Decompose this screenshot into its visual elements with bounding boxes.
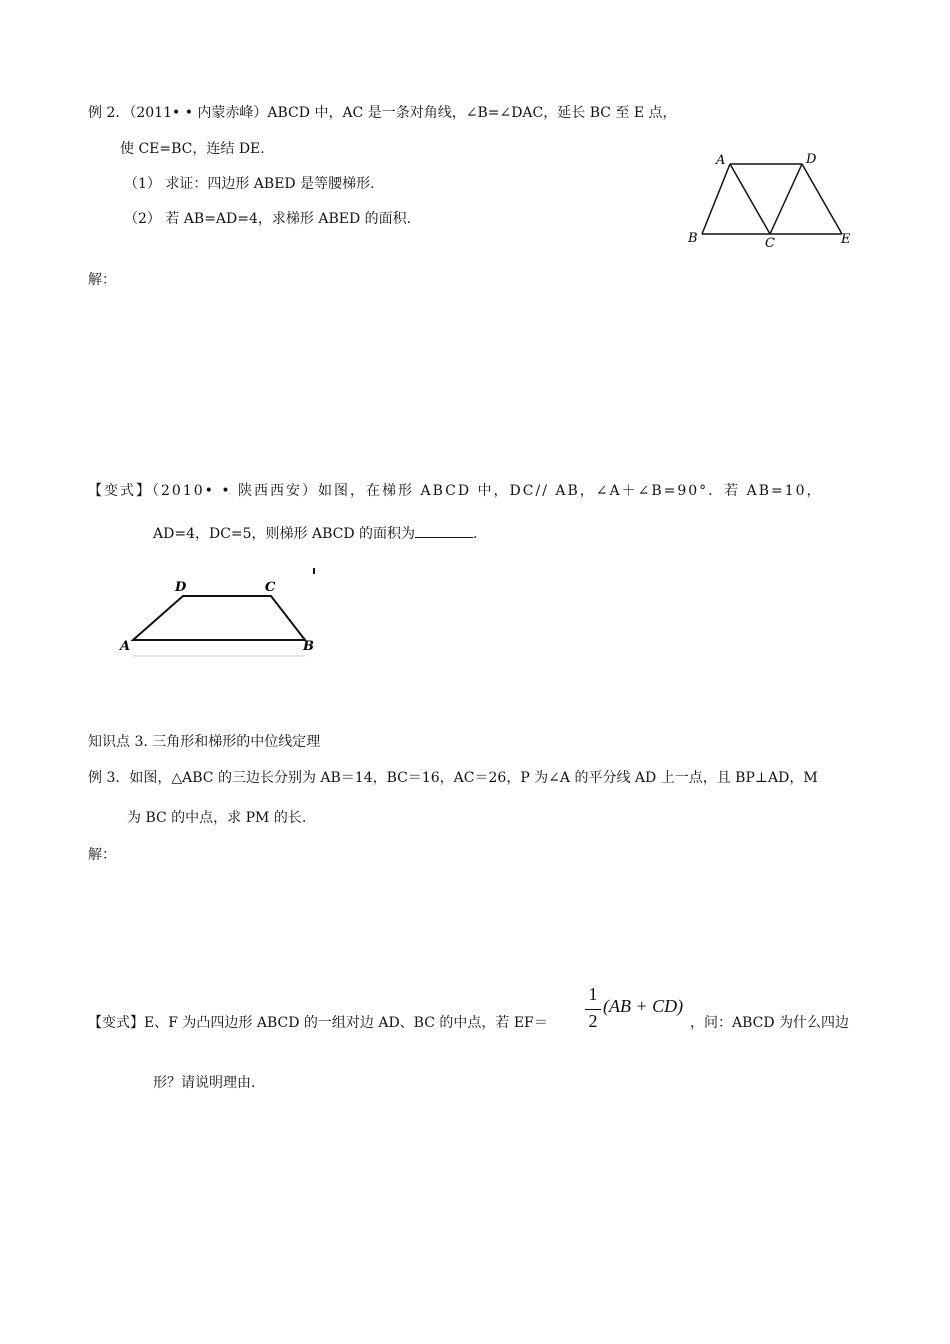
segment-dc <box>770 164 802 234</box>
answer-label-1: 解： <box>88 272 116 288</box>
example2-line1: 例 2．（2011• • 内蒙赤峰）ABCD 中，AC 是一条对角线，∠B=∠DAC，延长 BC 至 E 点， <box>88 105 677 121</box>
example2-item1: （1） 求证：四边形 ABED 是等腰梯形. <box>124 176 375 192</box>
example2-item2: （2） 若 AB=AD=4，求梯形 ABED 的面积. <box>124 211 412 227</box>
label-b: B <box>688 231 698 246</box>
label-d: D <box>175 580 187 595</box>
answer-label-2: 解： <box>88 847 116 863</box>
segment-de <box>802 164 842 234</box>
example2-figure <box>688 150 868 250</box>
fraction-denominator: 2 <box>588 1011 598 1031</box>
label-c: C <box>765 236 775 250</box>
stray-mark <box>313 568 315 574</box>
variant2-line1-start: 【变式】E、F 为凸四边形 ABCD 的一组对边 AD、BC 的中点，若 EF＝ <box>88 1015 548 1031</box>
fraction-numerator: 1 <box>588 984 598 1004</box>
answer-blank <box>415 523 473 538</box>
knowledge-point-3: 知识点 3. 三角形和梯形的中位线定理 <box>88 734 321 750</box>
variant1-figure <box>115 578 325 658</box>
variant2-line1-end: ，问：ABCD 为什么四边 <box>690 1015 850 1031</box>
variant1-line2-end: . <box>473 526 478 542</box>
label-a: A <box>120 639 131 654</box>
label-c: C <box>265 580 276 595</box>
variant1-line1: 【变式】（2010• • 陕西西安）如图，在梯形 ABCD 中，DC// AB，∠A＋∠B=90°．若 AB=10， <box>88 483 823 499</box>
segment-ac <box>730 164 770 234</box>
label-b: B <box>303 639 314 654</box>
fraction-expression: (AB + CD) <box>603 996 684 1016</box>
variant1-line2-text: AD=4，DC=5，则梯形 ABCD 的面积为 <box>153 526 416 542</box>
example3-line2: 为 BC 的中点，求 PM 的长. <box>127 810 307 826</box>
variant1-line2 <box>153 523 478 544</box>
trapezoid-abcd <box>133 596 305 640</box>
fraction-bar <box>585 1009 601 1010</box>
label-a: A <box>716 153 726 168</box>
segment-ab <box>702 164 730 234</box>
variant2-line2: 形？请说明理由. <box>153 1075 256 1091</box>
label-e: E <box>841 232 851 247</box>
example2-line2: 使 CE=BC，连结 DE. <box>120 141 265 157</box>
label-d: D <box>806 152 817 167</box>
example3-line1: 例 3．如图，△ABC 的三边长分别为 AB＝14，BC＝16，AC＝26，P 为∠A 的平分线 AD 上一点，且 BP⊥AD，M <box>88 770 818 786</box>
